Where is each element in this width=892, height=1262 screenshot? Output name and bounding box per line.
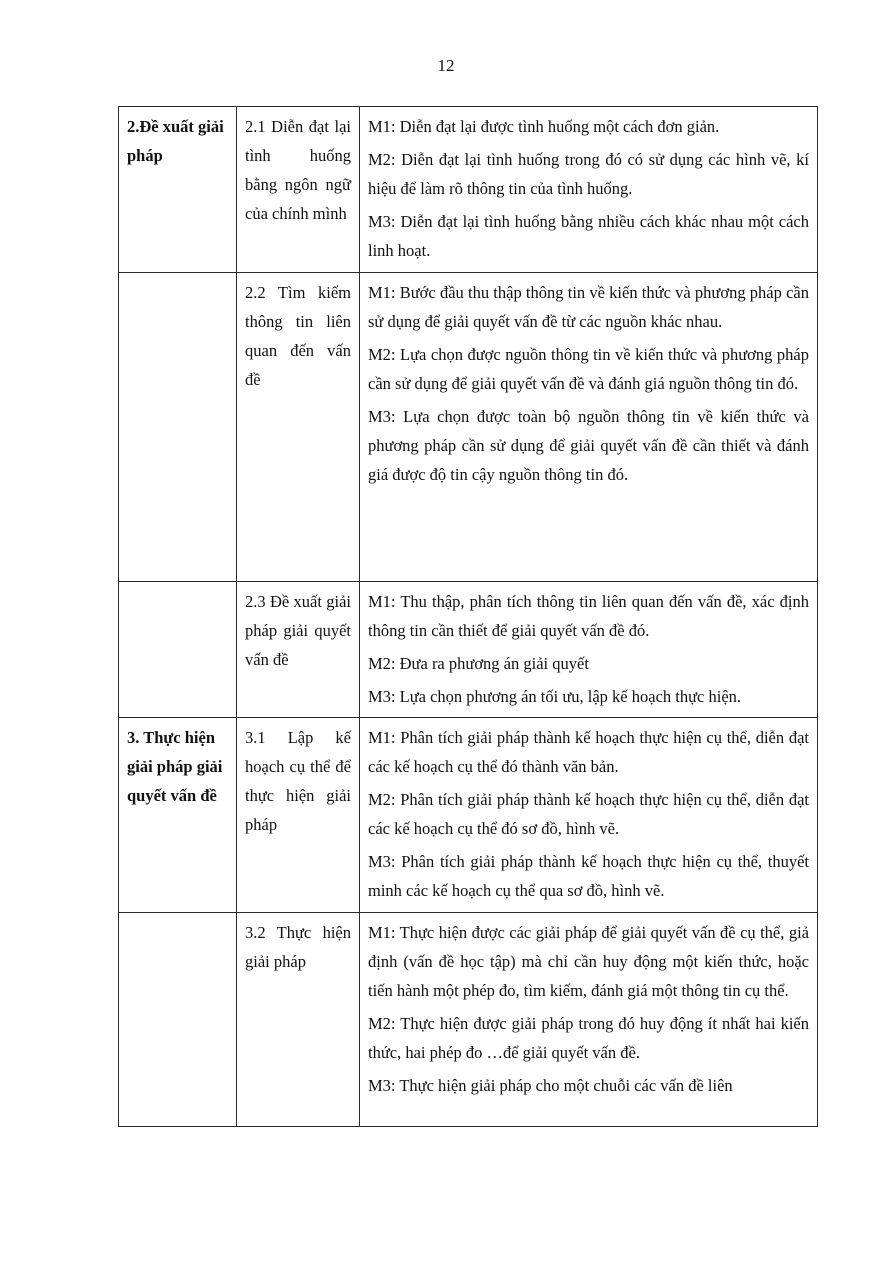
level-m1: M1: Bước đầu thu thập thông tin về kiến thức và phương pháp cần sử dụng để giải quyết vấn đề từ các nguồn khác nhau. — [368, 283, 809, 331]
table-row — [119, 718, 818, 913]
level-m3: M3: Lựa chọn phương án tối ưu, lập kế hoạch thực hiện. — [368, 687, 742, 706]
level-m3: M3: Thực hiện giải pháp cho một chuỗi các vấn đề liên — [368, 1076, 733, 1095]
levels-cell — [360, 582, 818, 718]
level-m2: M2: Diễn đạt lại tình huống trong đó có sử dụng các hình vẽ, kí hiệu để làm rõ thông tin của tình huống. — [368, 150, 809, 198]
criterion-cell — [119, 273, 237, 582]
criterion-cell: 2.Đề xuất giải pháp — [119, 107, 237, 273]
levels-cell — [360, 273, 818, 582]
subcriterion-cell: 3.2 Thực hiện giải pháp — [237, 913, 360, 1127]
level-m3: M3: Lựa chọn được toàn bộ nguồn thông tin về kiến thức và phương pháp cần sử dụng để giải quyết vấn đề cần thiết và đánh giá được độ tin cậy nguồn thông tin đó. — [368, 407, 809, 484]
table-row — [119, 273, 818, 582]
level-m1: M1: Thực hiện được các giải pháp để giải quyết vấn đề cụ thể, giả định (vấn đề học tập) mà chỉ cần huy động một kiến thức, hoặc tiến hành một phép đo, tìm kiếm, đánh giá một thông tin cụ thể. — [368, 923, 809, 1000]
level-m3: M3: Phân tích giải pháp thành kế hoạch thực hiện cụ thể, thuyết minh các kế hoạch cụ thể qua sơ đồ, hình vẽ. — [368, 852, 809, 900]
level-m2: M2: Lựa chọn được nguồn thông tin về kiến thức và phương pháp cần sử dụng để giải quyết vấn đề và đánh giá nguồn thông tin đó. — [368, 345, 809, 393]
level-m2: M2: Phân tích giải pháp thành kế hoạch thực hiện cụ thể, diễn đạt các kế hoạch cụ thể đó sơ đồ, hình vẽ. — [368, 790, 809, 838]
criteria-table — [118, 106, 818, 1127]
criterion-cell — [119, 913, 237, 1127]
level-m1: M1: Thu thập, phân tích thông tin liên quan đến vấn đề, xác định thông tin cần thiết để giải quyết vấn đề đó. — [368, 592, 809, 640]
levels-cell — [360, 107, 818, 273]
subcriterion-cell: 2.2 Tìm kiếm thông tin liên quan đến vấn đề — [237, 273, 360, 582]
table-row — [119, 107, 818, 273]
levels-cell — [360, 913, 818, 1127]
level-m1: M1: Diễn đạt lại được tình huống một cách đơn giản. — [368, 117, 720, 136]
subcriterion-cell: 2.3 Đề xuất giải pháp giải quyết vấn đề — [237, 582, 360, 718]
subcriterion-cell: 3.1 Lập kế hoạch cụ thể để thực hiện giải pháp — [237, 718, 360, 913]
level-m1: M1: Phân tích giải pháp thành kế hoạch thực hiện cụ thể, diễn đạt các kế hoạch cụ thể đó thành văn bản. — [368, 728, 809, 776]
page-number: 12 — [437, 56, 455, 75]
level-m2: M2: Thực hiện được giải pháp trong đó huy động ít nhất hai kiến thức, hai phép đo …để giải quyết vấn đề. — [368, 1014, 809, 1062]
subcriterion-cell: 2.1 Diễn đạt lại tình huống bằng ngôn ngữ của chính mình — [237, 107, 360, 273]
criterion-cell: 3. Thực hiện giải pháp giải quyết vấn đề — [119, 718, 237, 913]
level-m2: M2: Đưa ra phương án giải quyết — [368, 654, 589, 673]
level-m3: M3: Diễn đạt lại tình huống bằng nhiều cách khác nhau một cách linh hoạt. — [368, 212, 809, 260]
table-row — [119, 913, 818, 1127]
levels-cell — [360, 718, 818, 913]
table-row — [119, 582, 818, 718]
criterion-cell — [119, 582, 237, 718]
